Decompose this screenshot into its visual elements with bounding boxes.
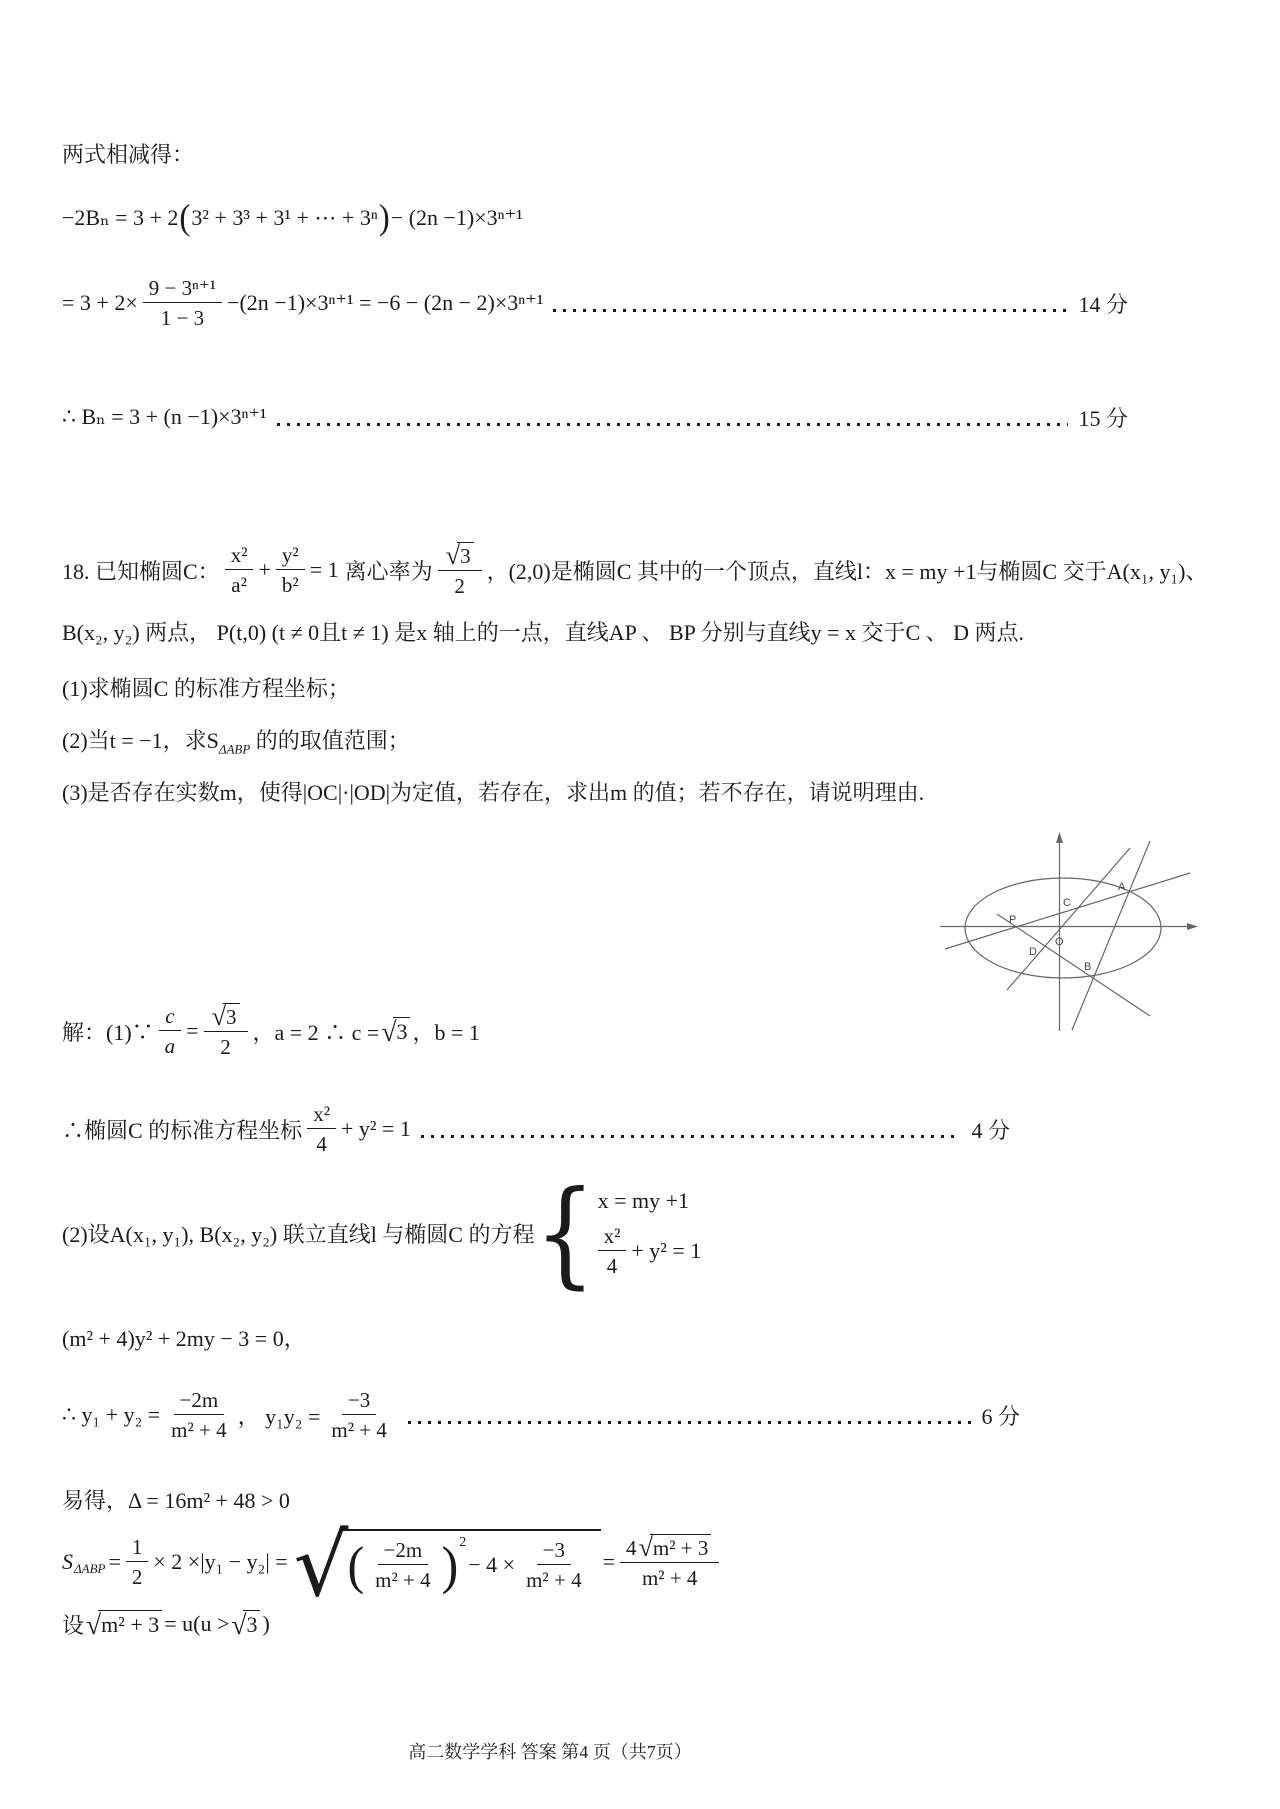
numerator: −2m [378,1538,429,1565]
question-text: (1)求椭圆C 的标准方程坐标； [62,676,350,701]
numerator [204,1003,248,1032]
math-segment: ) [262,1611,270,1636]
fraction [126,1535,149,1589]
standard-equation-line [62,1094,1010,1164]
math-segment: ，a = 2 ∴ c = [252,1019,380,1045]
denominator: a [164,1034,176,1058]
question-text: (3)是否存在实数m，使得|OC|·|OD|为定值，若存在，求出m 的值；若不存在，请说明理由. [62,780,925,805]
radical-icon: √ [293,1516,349,1617]
fraction [204,1003,248,1059]
numerator: −3 [537,1538,571,1565]
radical-icon: √ [86,1609,102,1641]
numerator [620,1534,719,1563]
system-equation-1 [598,1188,689,1214]
denominator: m² + 4 [331,1418,387,1442]
radical-icon: √ [211,1001,226,1031]
math-segment: − (2n −1)×3ⁿ⁺¹ [390,205,523,230]
system-equation-2 [598,1224,702,1278]
radical: √ 3 [212,1003,240,1029]
y-axis-arrow-icon [1056,832,1063,843]
math-segment: ，b = 1 [412,1019,480,1045]
question-text: 的的取值范围； [250,728,410,753]
conclusion-text: ∴椭圆C 的标准方程坐标 [62,1117,303,1143]
radical: √ m² + 3 [639,1534,712,1560]
numerator: −3 [342,1388,376,1415]
math-segment: x = my +1 [597,1187,690,1213]
question-2-line [62,724,410,757]
question-text: (2)当t = −1，求S [62,728,219,753]
equation-system [598,1188,702,1278]
math-segment: × 2 ×|y₁ − y₂| = [153,1549,288,1574]
x-axis-arrow-icon [1187,923,1198,930]
note-text: 两式相减得： [62,142,195,167]
dotted-leader [553,309,1068,312]
left-paren-icon: ( [179,197,191,238]
math-segment: + [258,557,271,582]
denominator: 1 − 3 [160,306,205,330]
math-segment: S [62,1549,73,1574]
fraction [165,1388,232,1442]
statement-text: B(x₂, y₂) 两点， P(t,0) (t ≠ 0且t ≠ 1) 是x 轴上的一点，直线AP 、 BP 分别与直线y = x 交于C 、 D 两点. [62,620,1025,645]
discriminant-line [62,1484,290,1515]
score-label: 6 分 [981,1403,1020,1429]
solution-part1-line [62,998,480,1064]
subscript-text: ΔABP [218,741,251,757]
bn-expansion-formula [62,192,523,244]
math-segment: = [602,1549,615,1574]
diagram-label-d: D [1029,946,1037,958]
fraction [369,1538,436,1592]
diagram-label-c: C [1063,897,1071,909]
vieta-line [62,1380,1020,1450]
question-3-line [62,776,924,807]
numerator [438,542,482,571]
ellipse-curve [965,878,1161,978]
quadratic-equation-line [62,1322,306,1353]
right-paren-icon: ) [378,197,390,238]
subscript-text: ΔABP [74,1561,106,1576]
bn-result-line [62,395,1128,439]
fraction [438,542,482,598]
text-segment: 设 [62,1612,85,1638]
denominator: 2 [131,1565,143,1589]
footer-text: 高二数学学科 答案 第4 页（共7页） [408,1742,692,1762]
math-segment: = 1 [309,557,339,582]
question-1-line [62,672,350,703]
fraction [307,1102,336,1156]
math-segment: 易得，Δ = 16m² + 48 > 0 [62,1488,290,1513]
radical: √ 3 [231,1610,260,1638]
area-formula-line [62,1516,724,1617]
denominator: m² + 4 [641,1566,698,1591]
math-segment: = [108,1549,121,1574]
denominator: m² + 4 [171,1418,227,1442]
denominator: 2 [220,1035,231,1060]
math-segment: ∴ y₁ + y₂ = [62,1402,161,1427]
radical-icon: √ [638,1532,653,1562]
diagram-label-p: P [1009,914,1017,926]
score-label: 4 分 [971,1117,1010,1143]
numerator: x² [307,1102,336,1129]
numerator: 9 − 3ⁿ⁺¹ [143,276,222,303]
line-bp [997,914,1150,1016]
fraction [225,543,254,597]
denominator: 4 [606,1254,618,1278]
fraction [276,543,305,597]
diagram-label-o: O [1055,936,1064,948]
radical: √ m² + 3 [86,1610,162,1638]
math-segment: ∴ Bₙ = 3 + (n −1)×3ⁿ⁺¹ [62,404,267,429]
fraction [598,1224,627,1278]
diagram-label-b: B [1084,961,1092,973]
denominator: m² + 4 [526,1567,582,1592]
numerator: x² [598,1224,627,1251]
numerator: c [159,1004,180,1031]
denominator: 2 [454,574,465,599]
math-segment: 3² + 3³ + 3¹ + ⋯ + 3ⁿ [191,205,378,230]
diagram-label-a: A [1118,881,1126,893]
solution-part2-setup-line [62,1165,702,1300]
big-radical [293,1516,601,1617]
subtract-note-line [62,138,194,169]
score-label: 15 分 [1078,405,1128,431]
line-y-equals-x [1007,848,1130,990]
radical: √ 3 [381,1017,410,1045]
math-segment: − 4 × [468,1551,516,1577]
math-segment: 4 [626,1535,637,1560]
right-paren-icon: ) [441,1535,459,1595]
math-segment: (m² + 4)y² + 2my − 3 = 0， [62,1326,306,1351]
numerator: y² [276,543,305,570]
dotted-leader [408,1421,972,1424]
fraction [143,276,222,330]
problem-18-statement-line2 [62,616,1024,647]
denominator: 4 [316,1132,327,1156]
eccentricity-text: 离心率为 [344,558,433,584]
fraction [325,1388,392,1442]
denominator: a² [231,573,247,597]
statement-text: ，(2,0)是椭圆C 其中的一个顶点，直线l：x = my +1与椭圆C 交于A(x₁, y₁)、 [486,558,1208,584]
radical-icon: √ [231,1609,247,1641]
numerator: −2m [174,1388,225,1415]
substitution-line [62,1600,270,1648]
setup-text: (2)设A(x₁, y₁), B(x₂, y₂) 联立直线l 与椭圆C 的方程 [62,1221,535,1247]
page-footer [0,1738,1100,1764]
radical-body [341,1529,600,1594]
problem-18-statement-line1 [62,538,1207,602]
fraction [520,1538,587,1592]
dotted-leader [277,423,1069,426]
math-segment: + y² = 1 [340,1116,411,1141]
math-segment: = u(u > [164,1611,230,1636]
radical-icon: √ [381,1016,397,1048]
solution-lead-text: 解：(1)∵ [62,1019,154,1045]
line-ap [945,873,1190,949]
math-segment: −(2n −1)×3ⁿ⁺¹ = −6 − (2n − 2)×3ⁿ⁺¹ [227,290,544,315]
math-segment: ， y₁y₂ = [237,1403,321,1429]
radical: √ 3 [446,542,474,568]
numerator: 1 [126,1535,149,1562]
fraction [159,1004,182,1058]
math-segment: + y² = 1 [631,1238,702,1263]
left-paren-icon: ( [347,1535,365,1595]
system-brace-icon: { [534,1165,596,1300]
denominator: b² [281,573,299,597]
denominator: m² + 4 [375,1567,431,1592]
ellipse-diagram [900,818,1220,1048]
math-segment: −2Bₙ = 3 + 2 [62,205,179,230]
dotted-leader [421,1135,962,1138]
superscript-text: 2 [459,1535,467,1551]
math-segment: = 3 + 2× [62,290,138,315]
fraction [620,1534,719,1590]
math-segment: = [186,1018,199,1043]
simplified-formula-line [62,258,1128,348]
numerator: x² [225,543,254,570]
radical-icon: √ [445,540,461,570]
score-label: 14 分 [1078,291,1128,317]
problem-number-text: 18. 已知椭圆C： [62,558,220,584]
